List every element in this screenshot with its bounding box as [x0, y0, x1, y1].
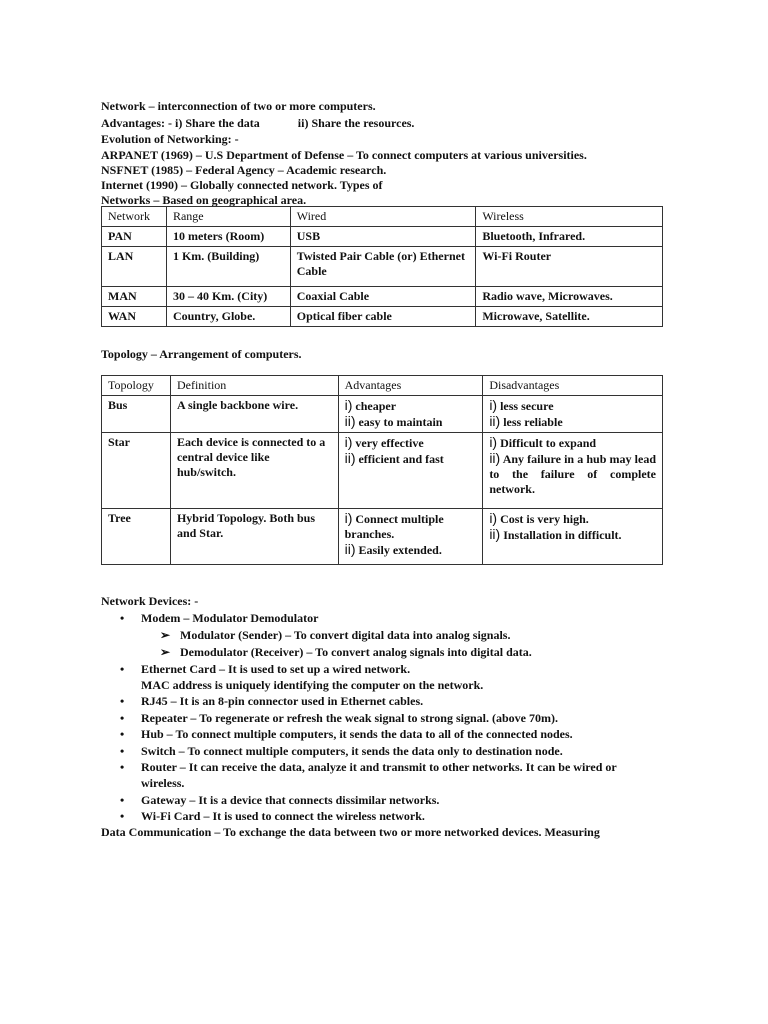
bullet-icon: •: [120, 694, 125, 708]
item-text: Installation in difficult.: [503, 528, 622, 542]
topology-definition: A single backbone wire.: [170, 396, 338, 433]
table-cell: LAN: [102, 247, 167, 287]
item-number: ii): [489, 413, 501, 429]
item-text: very effective: [355, 436, 424, 450]
network-definition: Network – interconnection of two or more computers.: [101, 99, 376, 113]
repeater-text: Repeater – To regenerate or refresh the weak signal to strong signal. (above 70m).: [141, 711, 558, 725]
table-cell: 1 Km. (Building): [166, 247, 290, 287]
list-item: [489, 527, 656, 543]
table-cell: 30 – 40 Km. (City): [166, 287, 290, 307]
table-row: [102, 227, 663, 247]
table-cell: MAN: [102, 287, 167, 307]
hub-text: Hub – To connect multiple computers, it sends the data to all of the connected nodes.: [141, 727, 573, 741]
item-text: Cost is very high.: [500, 512, 589, 526]
column-header: Topology: [102, 376, 171, 396]
list-item: [489, 435, 656, 451]
table-cell: Microwave, Satellite.: [476, 307, 663, 327]
demodulator-text: Demodulator (Receiver) – To convert analog signals into digital data.: [180, 645, 532, 659]
list-item: [345, 511, 477, 542]
table-row: [102, 287, 663, 307]
item-number: i): [344, 397, 353, 413]
column-header: Network: [102, 207, 167, 227]
table-row: [102, 396, 663, 433]
item-number: i): [489, 510, 498, 526]
table-row: [102, 247, 663, 287]
item-text: efficient and fast: [358, 452, 444, 466]
gateway-text: Gateway – It is a device that connects dissimilar networks.: [141, 793, 440, 807]
arrow-bullet-icon: ➢: [160, 628, 171, 642]
list-item: [345, 414, 477, 430]
table-cell: Bluetooth, Infrared.: [476, 227, 663, 247]
table-cell: Twisted Pair Cable (or) Ethernet Cable: [290, 247, 476, 287]
advantages-line: [101, 115, 414, 131]
arpanet-line: ARPANET (1969) – U.S Department of Defense – To connect computers at various universities.: [101, 148, 587, 162]
advantages-cell: [338, 433, 483, 509]
table-row: [102, 433, 663, 509]
topology-name: Star: [102, 433, 171, 509]
table-row: [102, 509, 663, 565]
advantages-cell: [338, 396, 483, 433]
list-item: [345, 451, 477, 467]
modem-text: Modem – Modulator Demodulator: [141, 611, 319, 625]
internet-line: Internet (1990) – Globally connected network. Types of: [101, 178, 383, 192]
bullet-icon: •: [120, 727, 125, 741]
table-header-row: [102, 376, 663, 396]
item-text: cheaper: [355, 399, 397, 413]
item-number: i): [489, 397, 498, 413]
item-number: i): [489, 434, 498, 450]
table-cell: 10 meters (Room): [166, 227, 290, 247]
column-header: Definition: [170, 376, 338, 396]
table-cell: PAN: [102, 227, 167, 247]
list-item: [345, 542, 477, 558]
item-number: ii): [489, 526, 501, 542]
ethernet-text: Ethernet Card – It is used to set up a wired network.: [141, 662, 411, 676]
modulator-text: Modulator (Sender) – To convert digital data into analog signals.: [180, 628, 511, 642]
item-number: ii): [344, 541, 356, 557]
network-devices-heading: Network Devices: -: [101, 594, 199, 608]
item-number: ii): [344, 413, 356, 429]
list-item: [489, 398, 656, 414]
topology-name: Bus: [102, 396, 171, 433]
router-text: Router – It can receive the data, analyze it and transmit to other networks. It can be wired or: [141, 760, 617, 774]
list-item: [160, 644, 532, 660]
advantages-share-data: Advantages: - i) Share the data: [101, 116, 260, 130]
topology-heading: Topology – Arrangement of computers.: [101, 347, 302, 361]
network-types-table: [101, 206, 663, 327]
switch-text: Switch – To connect multiple computers, it sends the data only to destination node.: [141, 744, 563, 758]
item-text: easy to maintain: [358, 415, 443, 429]
table-cell: USB: [290, 227, 476, 247]
evolution-heading: Evolution of Networking: -: [101, 132, 239, 146]
item-number: i): [344, 510, 353, 526]
table-cell: Radio wave, Microwaves.: [476, 287, 663, 307]
advantages-cell: [338, 509, 483, 565]
list-item: [345, 398, 477, 414]
table-cell: Country, Globe.: [166, 307, 290, 327]
table-cell: Optical fiber cable: [290, 307, 476, 327]
bullet-icon: •: [120, 760, 125, 774]
column-header: Disadvantages: [483, 376, 663, 396]
table-row: [102, 307, 663, 327]
bullet-icon: •: [120, 809, 125, 823]
mac-text: MAC address is uniquely identifying the computer on the network.: [141, 678, 484, 692]
item-text: Easily extended.: [358, 543, 442, 557]
disadvantages-cell: [483, 433, 663, 509]
item-number: ii): [489, 450, 501, 466]
wifi-card-text: Wi-Fi Card – It is used to connect the wireless network.: [141, 809, 425, 823]
rj45-text: RJ45 – It is an 8-pin connector used in Ethernet cables.: [141, 694, 424, 708]
item-text: Connect multiple branches.: [344, 512, 444, 541]
column-header: Wired: [290, 207, 476, 227]
disadvantages-cell: [483, 396, 663, 433]
nsfnet-line: NSFNET (1985) – Federal Agency – Academic research.: [101, 163, 387, 177]
column-header: Wireless: [476, 207, 663, 227]
list-item: [160, 627, 510, 643]
item-text: less reliable: [503, 415, 563, 429]
topology-definition: Each device is connected to a central device like hub/switch.: [170, 433, 338, 509]
topology-table: [101, 375, 663, 565]
disadvantages-cell: [483, 509, 663, 565]
table-cell: Coaxial Cable: [290, 287, 476, 307]
data-communication-line: Data Communication – To exchange the data between two or more networked devices. Measuring: [101, 825, 600, 839]
bullet-icon: •: [120, 793, 125, 807]
bullet-icon: •: [120, 662, 125, 676]
advantages-share-resources: ii) Share the resources.: [297, 116, 415, 130]
item-number: i): [344, 434, 353, 450]
item-text: less secure: [500, 399, 554, 413]
bullet-icon: •: [120, 611, 125, 625]
topology-definition: Hybrid Topology. Both bus and Star.: [170, 509, 338, 565]
item-text: Any failure in a hub may lead to the failure of complete network.: [489, 452, 656, 496]
list-item: [489, 414, 656, 430]
table-cell: WAN: [102, 307, 167, 327]
table-cell: Wi-Fi Router: [476, 247, 663, 287]
networks-types-line: Networks – Based on geographical area.: [101, 193, 307, 207]
list-item: [345, 435, 477, 451]
item-text: Difficult to expand: [500, 436, 597, 450]
list-item: [489, 451, 656, 497]
bullet-icon: •: [120, 744, 125, 758]
item-number: ii): [344, 450, 356, 466]
bullet-icon: •: [120, 711, 125, 725]
topology-name: Tree: [102, 509, 171, 565]
table-header-row: [102, 207, 663, 227]
column-header: Advantages: [338, 376, 483, 396]
arrow-bullet-icon: ➢: [160, 645, 171, 659]
router-text-continued: wireless.: [141, 776, 185, 790]
list-item: [489, 511, 656, 527]
column-header: Range: [166, 207, 290, 227]
